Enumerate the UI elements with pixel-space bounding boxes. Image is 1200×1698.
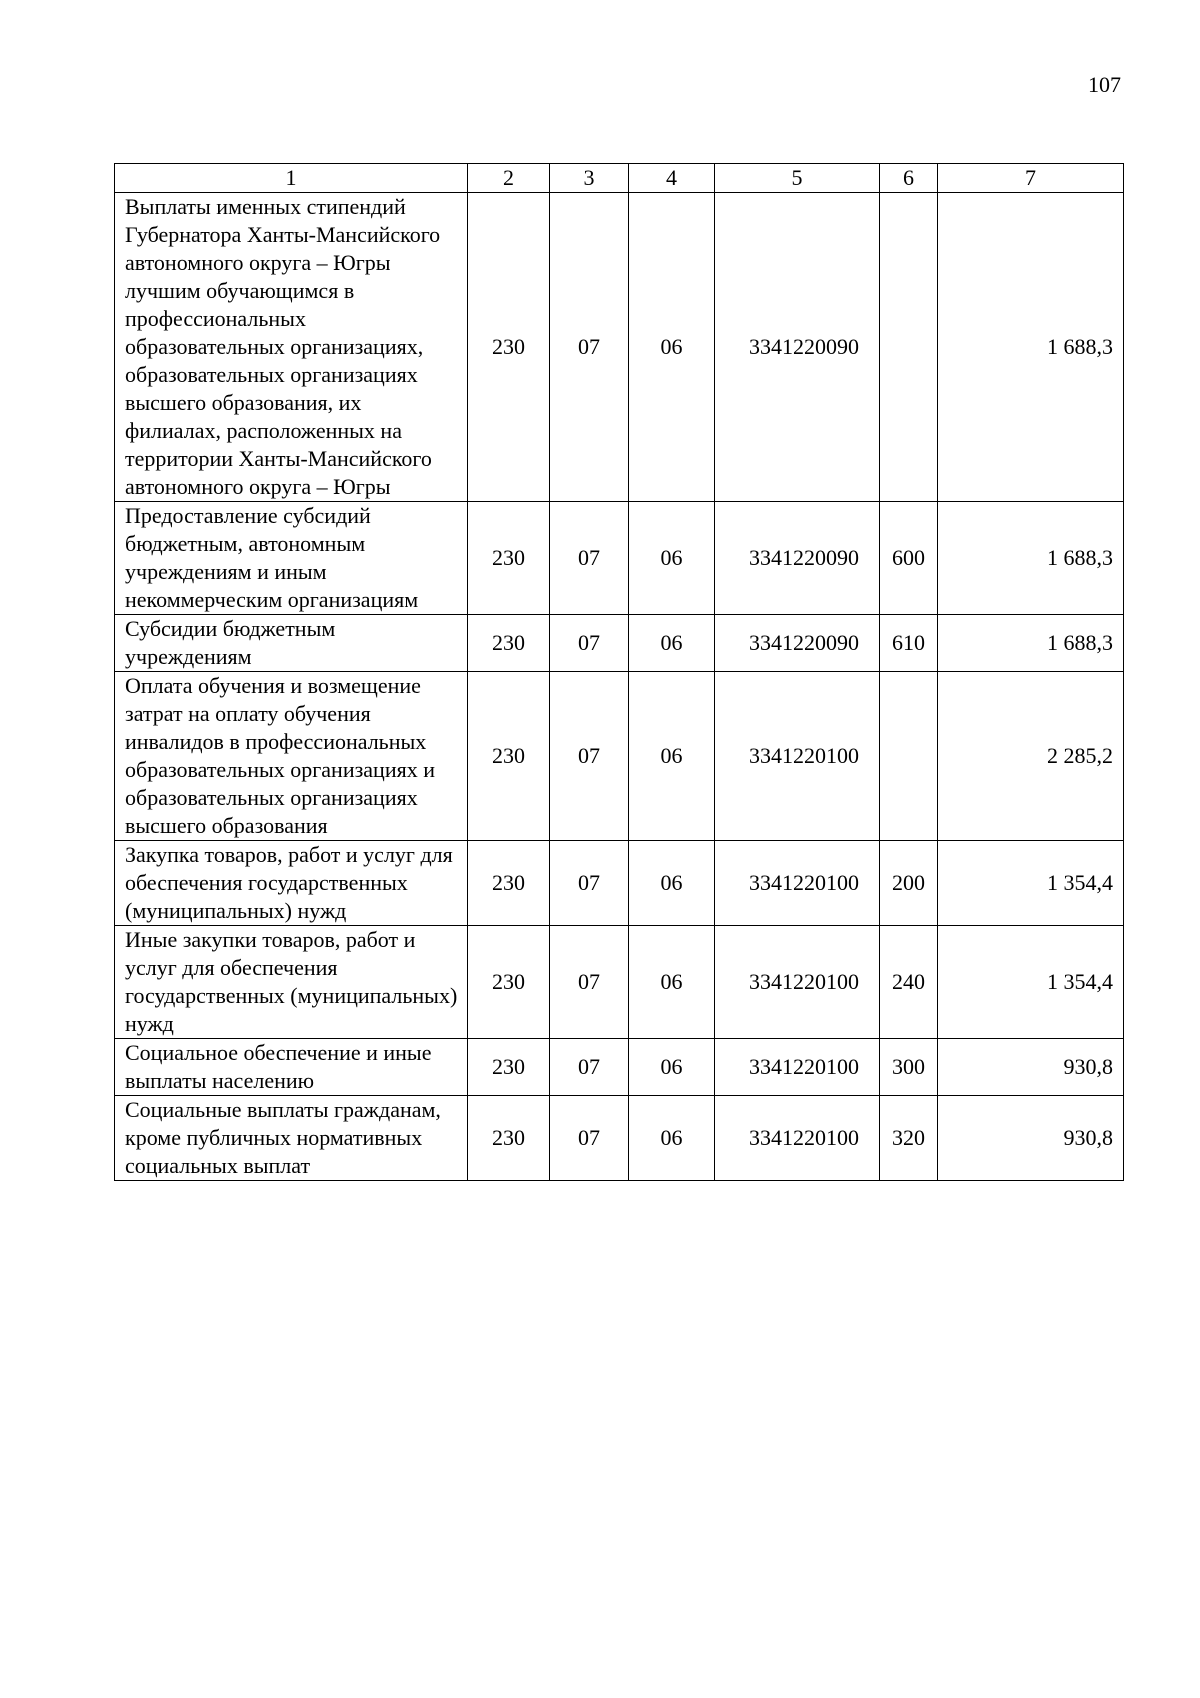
row-name: Предоставление субсидий бюджетным, автономным учреждениям и иным некоммерческим организациям bbox=[115, 502, 468, 615]
row-name: Оплата обучения и возмещение затрат на оплату обучения инвалидов в профессиональных образовательных организациях и образовательных организациях высшего образования bbox=[115, 672, 468, 841]
table-header-row bbox=[115, 164, 1124, 193]
row-c4: 06 bbox=[629, 841, 715, 926]
table-row bbox=[115, 926, 1124, 1039]
header-cell: 1 bbox=[115, 164, 468, 193]
row-c6: 200 bbox=[880, 841, 938, 926]
row-c3: 07 bbox=[550, 193, 629, 502]
row-c6: 600 bbox=[880, 502, 938, 615]
row-c4: 06 bbox=[629, 672, 715, 841]
row-c2: 230 bbox=[468, 615, 550, 672]
row-c4: 06 bbox=[629, 1039, 715, 1096]
row-c6: 300 bbox=[880, 1039, 938, 1096]
row-c7: 1 688,3 bbox=[938, 615, 1124, 672]
header-cell: 7 bbox=[938, 164, 1124, 193]
header-cell: 4 bbox=[629, 164, 715, 193]
row-c2: 230 bbox=[468, 193, 550, 502]
row-c7: 1 354,4 bbox=[938, 841, 1124, 926]
row-c7: 1 688,3 bbox=[938, 502, 1124, 615]
row-c5: 3341220100 bbox=[715, 926, 880, 1039]
row-c5: 3341220100 bbox=[715, 1096, 880, 1181]
row-c3: 07 bbox=[550, 672, 629, 841]
row-c6: 320 bbox=[880, 1096, 938, 1181]
row-c2: 230 bbox=[468, 1039, 550, 1096]
row-c2: 230 bbox=[468, 672, 550, 841]
table-row bbox=[115, 672, 1124, 841]
table-row bbox=[115, 1096, 1124, 1181]
row-c5: 3341220090 bbox=[715, 193, 880, 502]
table-row bbox=[115, 193, 1124, 502]
row-c3: 07 bbox=[550, 502, 629, 615]
row-c2: 230 bbox=[468, 1096, 550, 1181]
row-c7: 1 688,3 bbox=[938, 193, 1124, 502]
row-c4: 06 bbox=[629, 193, 715, 502]
table-row bbox=[115, 615, 1124, 672]
header-cell: 2 bbox=[468, 164, 550, 193]
budget-table bbox=[114, 163, 1124, 1181]
row-c3: 07 bbox=[550, 841, 629, 926]
page-number: 107 bbox=[1088, 72, 1121, 97]
row-c5: 3341220100 bbox=[715, 1039, 880, 1096]
row-c3: 07 bbox=[550, 1096, 629, 1181]
table-row bbox=[115, 502, 1124, 615]
row-c6 bbox=[880, 672, 938, 841]
row-c5: 3341220090 bbox=[715, 615, 880, 672]
row-name: Субсидии бюджетным учреждениям bbox=[115, 615, 468, 672]
row-c3: 07 bbox=[550, 615, 629, 672]
row-c3: 07 bbox=[550, 926, 629, 1039]
header-cell: 5 bbox=[715, 164, 880, 193]
row-name: Иные закупки товаров, работ и услуг для обеспечения государственных (муниципальных) нужд bbox=[115, 926, 468, 1039]
row-c7: 2 285,2 bbox=[938, 672, 1124, 841]
row-c6: 610 bbox=[880, 615, 938, 672]
row-name: Социальные выплаты гражданам, кроме публичных нормативных социальных выплат bbox=[115, 1096, 468, 1181]
table-row bbox=[115, 841, 1124, 926]
header-cell: 6 bbox=[880, 164, 938, 193]
row-c7: 1 354,4 bbox=[938, 926, 1124, 1039]
row-c5: 3341220100 bbox=[715, 841, 880, 926]
row-c3: 07 bbox=[550, 1039, 629, 1096]
row-c2: 230 bbox=[468, 926, 550, 1039]
row-c6 bbox=[880, 193, 938, 502]
row-c5: 3341220090 bbox=[715, 502, 880, 615]
row-c2: 230 bbox=[468, 841, 550, 926]
row-c6: 240 bbox=[880, 926, 938, 1039]
row-name: Выплаты именных стипендий Губернатора Ханты-Мансийского автономного округа – Югры лучшим обучающимся в профессиональных образовательных организациях, образовательных организациях высшего образования, их филиалах, расположенных на территории Ханты-Мансийского автономного округа – Югры bbox=[115, 193, 468, 502]
table-row bbox=[115, 1039, 1124, 1096]
row-c5: 3341220100 bbox=[715, 672, 880, 841]
row-c4: 06 bbox=[629, 615, 715, 672]
row-c7: 930,8 bbox=[938, 1039, 1124, 1096]
header-cell: 3 bbox=[550, 164, 629, 193]
row-c2: 230 bbox=[468, 502, 550, 615]
row-name: Закупка товаров, работ и услуг для обеспечения государственных (муниципальных) нужд bbox=[115, 841, 468, 926]
row-c4: 06 bbox=[629, 926, 715, 1039]
row-name: Социальное обеспечение и иные выплаты населению bbox=[115, 1039, 468, 1096]
row-c7: 930,8 bbox=[938, 1096, 1124, 1181]
row-c4: 06 bbox=[629, 502, 715, 615]
row-c4: 06 bbox=[629, 1096, 715, 1181]
